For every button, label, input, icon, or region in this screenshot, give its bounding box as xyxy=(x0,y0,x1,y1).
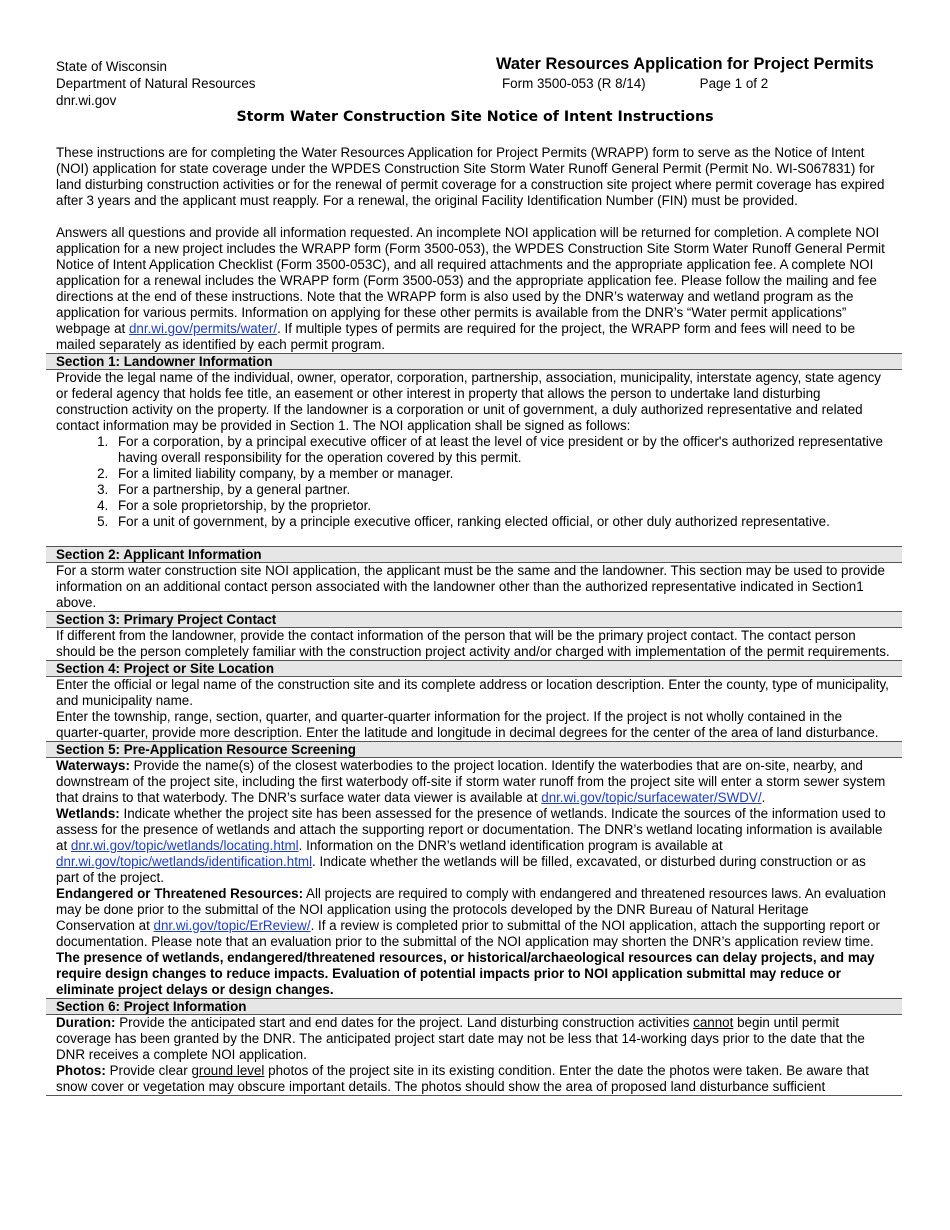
section-3-heading: Section 3: Primary Project Contact xyxy=(46,611,902,628)
section-4-heading: Section 4: Project or Site Location xyxy=(46,660,902,677)
section-1-body: Provide the legal name of the individual, owner, operator, corporation, partnership, association, municipality, interstate agency, state agency or federal agency that holds fee title, an easement or other interest in property that allows the person to undertake land disturbing construction activity on the property. If the landowner is a corporation or unit of government, a duly authorized representative and related contact information may be provided in Section 1. The NOI application shall be signed as follows: 1. For a corporation, by a principal executive officer of at least the level of vice president or by the officer's authorized representative having overall responsibility for the operation covered by this permit. 2. For a limited liability company, by a member or manager. 3. For a partnership, by a general partner. 4. For a sole proprietorship, by the proprietor. 5. For a unit of government, by a principle executive officer, ranking elected official, or other duly authorized representative. xyxy=(56,370,890,546)
instructions-body xyxy=(56,145,890,1096)
wetlands-locating-link[interactable]: dnr.wi.gov/topic/wetlands/locating.html xyxy=(70,838,299,853)
list-item: 5. For a unit of government, by a principle executive officer, ranking elected official, or other duly authorized representative. xyxy=(112,514,890,530)
section-3-body: If different from the landowner, provide the contact information of the person that will be the primary project contact. The contact person should be the person completely familiar with the construction project activity and/or charged with implementation of the permit requirements. xyxy=(56,628,890,659)
section-5-heading: Section 5: Pre-Application Resource Screening xyxy=(46,741,902,758)
wetlands-identification-link[interactable]: dnr.wi.gov/topic/wetlands/identification.html xyxy=(56,854,313,869)
section-6-heading: Section 6: Project Information xyxy=(46,998,902,1015)
list-item: 1. For a corporation, by a principal executive officer of at least the level of vice president or by the officer's authorized representative having overall responsibility for the operation covered by this permit. xyxy=(112,434,890,466)
waterways-paragraph: Waterways: Provide the name(s) of the closest waterbodies to the project location. Identify the waterbodies that are on-site, nearby, and downstream of the project site, including the first waterbody off-site if storm water runoff from the project site will enter a storm sewer system that drains to that waterbody. The DNR’s surface water data viewer is available at dnr.wi.gov/topic/surfacewater/SWDV/. xyxy=(56,758,886,805)
section-4-body: Enter the official or legal name of the construction site and its complete address or location description. Enter the county, type of municipality, and municipality name. Enter the township, range, section, quarter, and quarter-quarter information for the project. If the project is not wholly contained in the quarter-quarter, provide more description. Enter the latitude and longitude in decimal degrees for the center of the area of land disturbance. xyxy=(56,677,889,740)
duration-paragraph: Duration: Provide the anticipated start and end dates for the project. Land disturbing construction activities cannot begin until permit coverage has been granted by the DNR. The anticipated project start date may not be less that 14-working days prior to the date that the DNR receives a complete NOI application. xyxy=(56,1015,865,1062)
water-permits-link[interactable]: dnr.wi.gov/permits/water/ xyxy=(128,321,278,336)
section-5-body xyxy=(56,758,890,998)
intro-paragraph-1: These instructions are for completing the Water Resources Application for Project Permits (WRAPP) form to serve as the Notice of Intent (NOI) application for state coverage under the WPDES Construction Site Storm Water Runoff General Permit (Permit No. WI-S067831) for land disturbing construction activities or for the renewal of permit coverage for a construction site project where permit coverage has expired after 3 years and the applicant must reapply. For a renewal, the original Facility Identification Number (FIN) must be provided. xyxy=(56,145,885,208)
section-1-heading: Section 1: Landowner Information xyxy=(46,353,902,370)
form-number: Form 3500-053 (R 8/14) xyxy=(502,76,646,91)
agency-department: Department of Natural Resources xyxy=(56,76,256,91)
photos-paragraph: Photos: Provide clear ground level photos of the project site in its existing condition. Enter the date the photos were taken. Be aware that snow cover or vegetation may obscure important details. The photos should show the area of proposed land disturbance sufficient xyxy=(56,1063,869,1094)
page-label: Page 1 of 2 xyxy=(699,76,769,91)
surface-water-viewer-link[interactable]: dnr.wi.gov/topic/surfacewater/SWDV/ xyxy=(541,790,762,805)
er-review-link[interactable]: dnr.wi.gov/topic/ErReview/ xyxy=(153,918,311,933)
document-title: Storm Water Construction Site Notice of Intent Instructions xyxy=(236,109,714,125)
list-item: 2. For a limited liability company, by a member or manager. xyxy=(112,466,890,482)
section-6-body xyxy=(56,1015,890,1095)
list-item: 3. For a partnership, by a general partner. xyxy=(112,482,890,498)
agency-state: State of Wisconsin xyxy=(56,59,167,74)
intro-paragraph-2: Answers all questions and provide all information requested. An incomplete NOI application will be returned for completion. A complete NOI application for a new project includes the WRAPP form (Form 3500-053), the WPDES Construction Site Storm Water Runoff General Permit Notice of Intent Application Checklist (Form 3500-053C), and all required attachments and the appropriate application fee. A complete NOI application for a renewal includes the WRAPP form (Form 3500-053) and the appropriate application fee. Please follow the mailing and fee directions at the end of these instructions. Note that the WRAPP form is also used by the DNR’s waterway and wetland program as the application for various permits. Information on applying for these other permits is available from the DNR’s “Water permit applications” webpage at dnr.wi.gov/permits/water/. If multiple types of permits are required for the project, the WRAPP form and fees will need to be mailed separately as identified by each permit program. xyxy=(56,225,885,352)
agency-block xyxy=(56,58,255,109)
wetlands-paragraph: Wetlands: Indicate whether the project site has been assessed for the presence of wetlands. Indicate the sources of the information used to assess for the presence of wetlands and attach the supporting report or documentation. The DNR’s wetland locating information is available at dnr.wi.gov/topic/wetlands/locating.html. Information on the DNR’s wetland identification program is available at dnr.wi.gov/topic/wetlands/identification.html. Indicate whether the wetlands will be filled, excavated, or disturbed during construction or as part of the project. xyxy=(56,806,886,885)
agency-website: dnr.wi.gov xyxy=(56,93,117,108)
impact-note: The presence of wetlands, endangered/threatened resources, or historical/archaeological resources can delay projects, and may require design changes to reduce impacts. Evaluation of potential impacts prior to NOI application submittal may reduce or eliminate project delays or design changes. xyxy=(56,950,875,997)
section-2-body: For a storm water construction site NOI application, the applicant must be the same and the landowner. This section may be used to provide information on an additional contact person associated with the landowner other than the authorized representative indicated in Section1 above. xyxy=(56,563,885,610)
endangered-resources-paragraph: Endangered or Threatened Resources: All projects are required to comply with endangered and threatened resources laws. An evaluation may be done prior to the submittal of the NOI application using the protocols developed by the DNR Bureau of Natural Heritage Conservation at dnr.wi.gov/topic/ErReview/. If a review is completed prior to submittal of the NOI application, attach the supporting report or documentation. Please note that an evaluation prior to the submittal of the NOI application may shorten the DNR’s application review time. xyxy=(56,886,886,949)
form-meta xyxy=(502,76,768,92)
signature-requirements-list xyxy=(56,434,890,530)
list-item: 4. For a sole proprietorship, by the proprietor. xyxy=(112,498,890,514)
form-title: Water Resources Application for Project Permits xyxy=(496,55,874,73)
page-bottom-rule xyxy=(46,1095,902,1096)
section-2-heading: Section 2: Applicant Information xyxy=(46,546,902,563)
